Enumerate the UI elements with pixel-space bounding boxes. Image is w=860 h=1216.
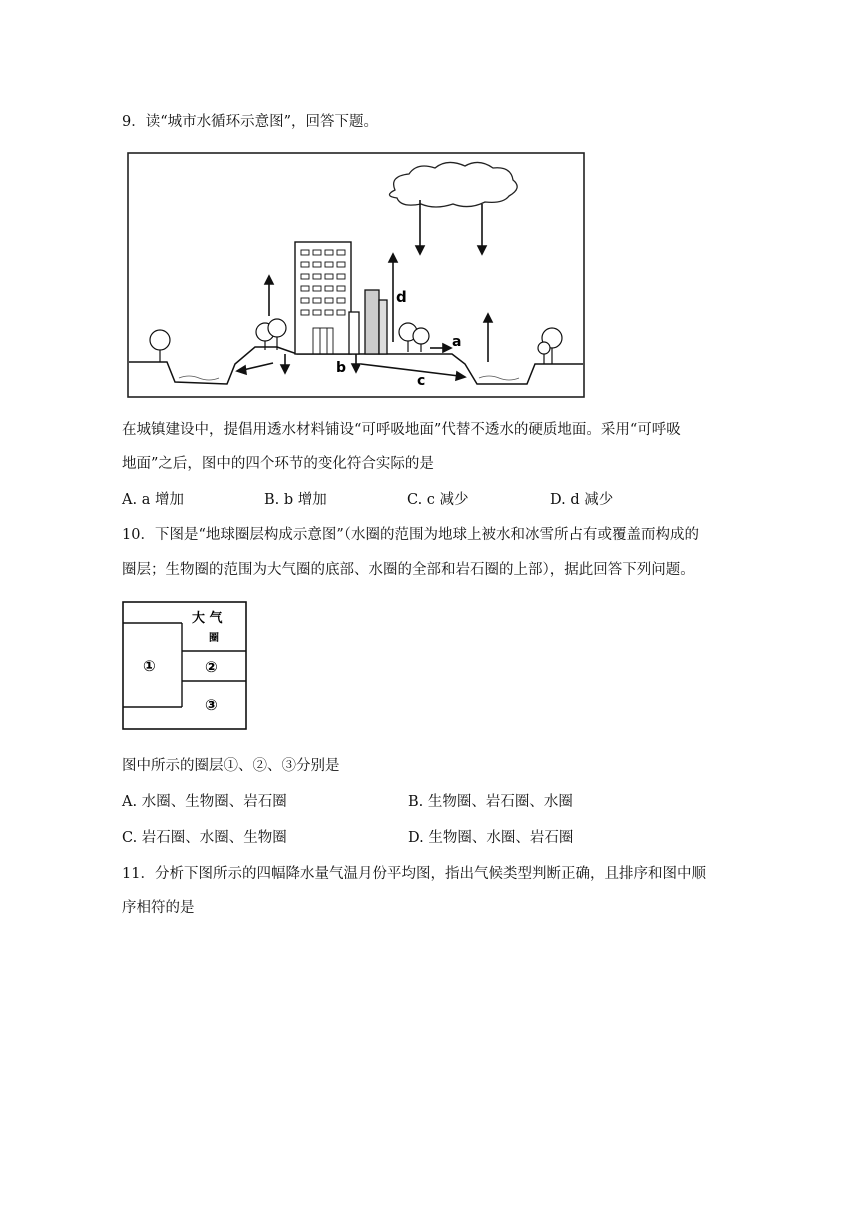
q11-stem-line1: 11．分析下图所示的四幅降水量气温月份平均图，指出气候类型判断正确，且排序和图中顺 [122, 866, 706, 882]
sphere-label-1: ① [143, 657, 156, 675]
q9-option-b: B. b 增加 [264, 492, 327, 508]
q9-text-line2: 地面”之后，图中的四个环节的变化符合实际的是 [122, 456, 434, 472]
q9-stem: 9．读“城市水循环示意图”，回答下题。 [122, 114, 379, 130]
q10-option-b: B. 生物圈、岩石圈、水圈 [408, 794, 573, 810]
q10-option-d: D. 生物圈、水圈、岩石圈 [408, 830, 574, 846]
q9-option-c: C. c 减少 [407, 492, 469, 508]
label-a: a [452, 334, 462, 350]
q10-question: 图中所示的圈层①、②、③分别是 [122, 758, 340, 774]
atmosphere-label: 大 气 [192, 611, 223, 626]
q10-stem-line1: 10．下图是“地球圈层构成示意图”（水圈的范围为地球上被水和冰雪所占有或覆盖而构成的 [122, 527, 700, 543]
atmosphere-label-2: 圈 [209, 633, 219, 644]
q10-stem-line2: 圈层；生物圈的范围为大气圈的底部、水圈的全部和岩石圈的上部），据此回答下列问题。 [122, 562, 695, 578]
q11-stem-line2: 序相符的是 [122, 900, 195, 916]
label-c: c [417, 373, 426, 389]
q9-option-a: A. a 增加 [122, 492, 184, 508]
q10-option-c: C. 岩石圈、水圈、生物圈 [122, 830, 287, 846]
q9-option-d: D. d 减少 [550, 492, 614, 508]
q9-text-line1: 在城镇建设中，提倡用透水材料铺设“可呼吸地面”代替不透水的硬质地面。采用“可呼吸 [122, 422, 681, 438]
label-b: b [336, 360, 347, 376]
label-d: d [396, 288, 407, 306]
earth-spheres-figure [122, 601, 248, 731]
sphere-label-2: ② [205, 658, 218, 676]
q10-option-a: A. 水圈、生物圈、岩石圈 [122, 794, 287, 810]
sphere-label-3: ③ [205, 696, 218, 714]
urban-water-cycle-figure [127, 152, 585, 398]
